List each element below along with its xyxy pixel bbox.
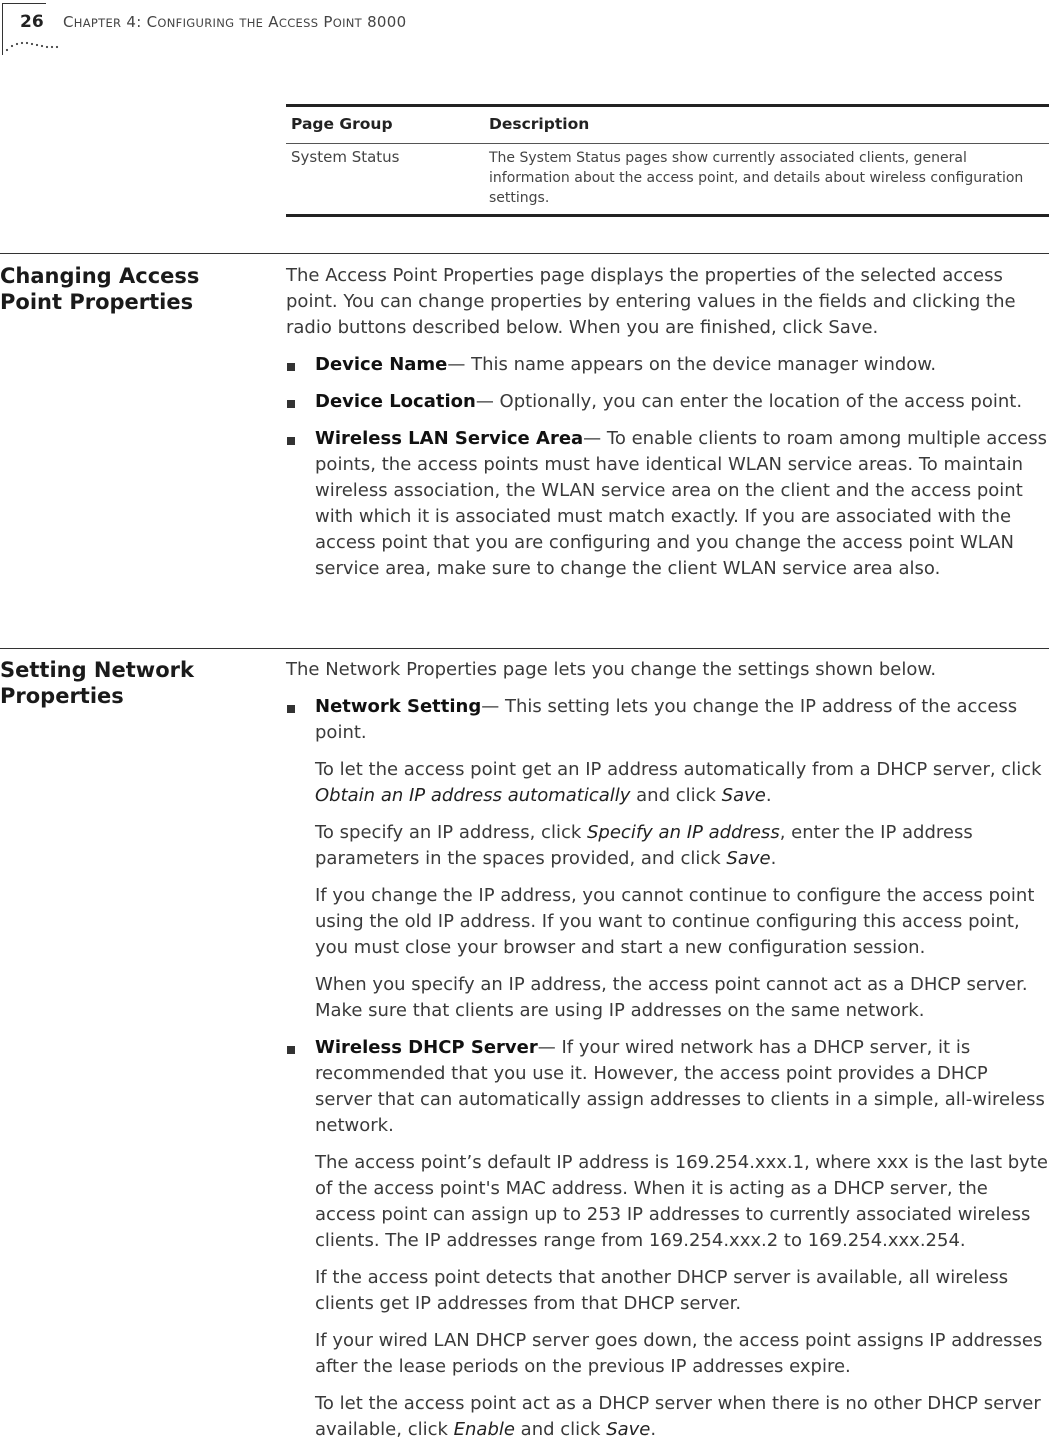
enable-option: Enable xyxy=(453,1419,515,1440)
paragraph xyxy=(286,757,1048,809)
bullet-term: Network Setting xyxy=(315,696,482,717)
page-number: 26 xyxy=(20,12,44,32)
bullet-square-icon xyxy=(287,437,295,445)
text-run: To let the access point get an IP address automatically from a DHCP server, click xyxy=(315,759,1042,780)
paragraph xyxy=(286,820,1048,872)
list-item xyxy=(286,694,1048,746)
section-rule-access-point xyxy=(0,253,1049,254)
save-reference: Save xyxy=(606,1419,651,1440)
paragraph: If the access point detects that another DHCP server is available, all wireless clients get IP addresses from that DHCP server. xyxy=(315,1267,1009,1314)
paragraph xyxy=(286,1391,1048,1443)
text-run: . xyxy=(770,848,777,869)
list-item xyxy=(286,352,1048,378)
text-run: . xyxy=(650,1419,657,1440)
bullet-term: Device Location xyxy=(315,391,476,412)
bullet-text: — This name appears on the device manager window. xyxy=(447,354,937,375)
col-header-description: Description xyxy=(489,115,590,133)
list-item xyxy=(286,426,1048,582)
table-row xyxy=(286,144,1049,214)
running-header: CHAPTER 4: CONFIGURING THE ACCESS POINT 8000 xyxy=(63,13,407,31)
section-rule-network xyxy=(0,648,1049,649)
bullet-term: Wireless LAN Service Area xyxy=(315,428,584,449)
bullet-term: Device Name xyxy=(315,354,448,375)
save-reference: Save xyxy=(726,848,771,869)
bullet-square-icon xyxy=(287,705,295,713)
bullet-term: Wireless DHCP Server xyxy=(315,1037,538,1058)
bullet-square-icon xyxy=(287,1046,295,1054)
paragraph: When you specify an IP address, the access point cannot act as a DHCP server. Make sure that clients are using IP addresses on the same network. xyxy=(315,974,1028,1021)
text-run: To specify an IP address, click xyxy=(315,822,587,843)
text-run: and click xyxy=(514,1419,607,1440)
corner-mark-vertical xyxy=(2,3,3,55)
bullet-text: — Optionally, you can enter the location of the access point. xyxy=(475,391,1023,412)
text-run: . xyxy=(765,785,772,806)
obtain-ip-option: Obtain an IP address automatically xyxy=(315,785,631,806)
col-header-page-group: Page Group xyxy=(291,115,393,133)
section-body-access-point xyxy=(286,263,1048,593)
text-run: , enter the IP address parameters in the spaces provided, and click xyxy=(315,822,973,869)
paragraph: If your wired LAN DHCP server goes down, the access point assigns IP addresses after the lease periods on the previous IP addresses expire. xyxy=(315,1330,1043,1377)
text-run: To let the access point act as a DHCP server when there is no other DHCP server available, click xyxy=(315,1393,1041,1440)
bullet-text: — To enable clients to roam among multiple access points, the access points must have identical WLAN service areas. To maintain wireless association, the WLAN service area on the client and the access point with which it is associated must match exactly. If you are associated with the access point that you are conﬁguring and you change the access point WLAN service area, make sure to change the client WLAN service area also. xyxy=(315,428,1047,579)
cell-page-group: System Status xyxy=(291,148,400,166)
specify-ip-option: Specify an IP address xyxy=(587,822,780,843)
section-heading-network: Setting Network Properties xyxy=(0,658,194,708)
section-heading-access-point: Changing Access Point Properties xyxy=(0,264,200,314)
bullet-square-icon xyxy=(287,363,295,371)
section-body-network xyxy=(286,657,1048,1454)
paragraph: If you change the IP address, you cannot continue to conﬁgure the access point using the old IP address. If you want to continue conﬁguring this access point, you must close your browser and start a new conﬁguration session. xyxy=(315,885,1035,958)
save-reference: Save xyxy=(721,785,766,806)
cell-description: The System Status pages show currently associated clients, general information about the access point, and details about wireless configuration settings. xyxy=(489,150,1024,206)
list-item xyxy=(286,1035,1048,1139)
bullet-text: — If your wired network has a DHCP server, it is recommended that you use it. However, the access point provides a DHCP server that can automatically assign addresses to clients in a simple, all-wireless network. xyxy=(315,1037,1045,1136)
text-run: and click xyxy=(630,785,722,806)
corner-mark-horizontal xyxy=(2,3,46,4)
list-item xyxy=(286,389,1048,415)
section-intro: The Network Properties page lets you change the settings shown below. xyxy=(286,659,937,680)
section-intro: The Access Point Properties page displays the properties of the selected access point. You can change properties by entering values in the ﬁelds and clicking the radio buttons described below. When you are ﬁnished, click Save. xyxy=(286,265,1016,338)
bullet-square-icon xyxy=(287,400,295,408)
bullet-text: — This setting lets you change the IP address of the access point. xyxy=(315,696,1018,743)
page-group-table xyxy=(286,104,1049,217)
table-header xyxy=(286,107,1049,143)
table-bottom-rule xyxy=(286,214,1049,217)
corner-dots-decoration xyxy=(5,38,61,52)
paragraph: The access point’s default IP address is 169.254.xxx.1, where xxx is the last byte of the access point's MAC address. When it is acting as a DHCP server, the access point can assign up to 253 IP addresses to currently associated wireless clients. The IP addresses range from 169.254.xxx.2 to 169.254.xxx.254. xyxy=(315,1152,1048,1251)
